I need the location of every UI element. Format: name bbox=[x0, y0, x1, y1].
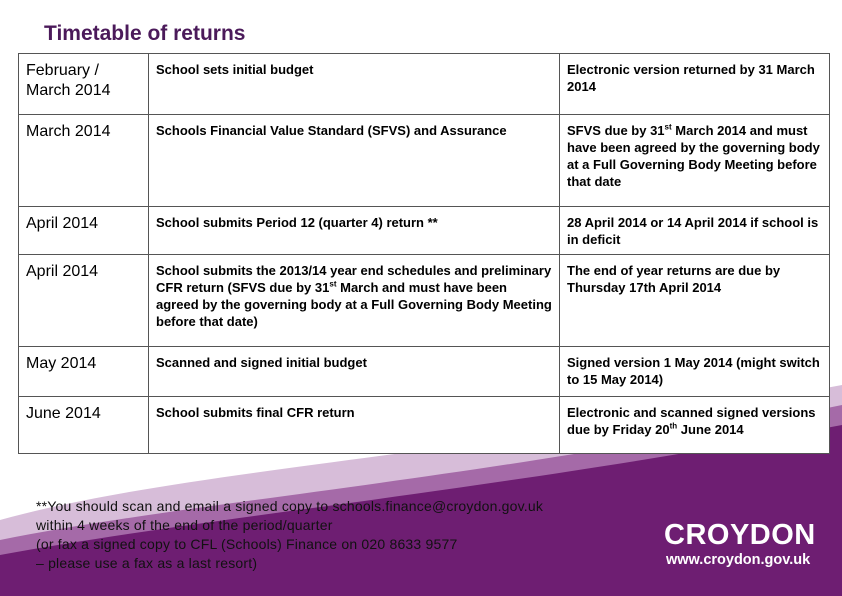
action-text: March and must have been agreed by the governing body at a Full Governing Body Meeting before that date) bbox=[156, 280, 552, 329]
footnote bbox=[36, 497, 543, 573]
date-cell: March 2014 bbox=[19, 115, 149, 207]
footnote-line: **You should scan and email a signed copy to schools.finance@croydon.gov.uk bbox=[36, 498, 544, 514]
deadline-text: SFVS due by 31 bbox=[567, 123, 665, 138]
table-row bbox=[19, 207, 830, 255]
deadline-text: Electronic and scanned signed versions due by Friday 20 bbox=[567, 405, 816, 437]
date-cell: May 2014 bbox=[19, 347, 149, 397]
action-cell: School submits final CFR return bbox=[149, 397, 560, 454]
ordinal-suffix: st bbox=[664, 122, 672, 132]
deadline-cell: Signed version 1 May 2014 (might switch to 15 May 2014) bbox=[560, 347, 830, 397]
deadline-cell: The end of year returns are due by Thursday 17th April 2014 bbox=[560, 255, 830, 347]
date-cell: June 2014 bbox=[19, 397, 149, 454]
date-cell: April 2014 bbox=[19, 255, 149, 347]
croydon-logo bbox=[664, 520, 816, 570]
deadline-text: June 2014 bbox=[677, 422, 744, 437]
brand-name: CROYDON bbox=[664, 519, 816, 551]
footnote-line: – please use a fax as a last resort) bbox=[36, 555, 258, 571]
timetable bbox=[18, 53, 830, 454]
table-row bbox=[19, 115, 830, 207]
table-row bbox=[19, 255, 830, 347]
table-row bbox=[19, 54, 830, 115]
footnote-line: within 4 weeks of the end of the period/quarter bbox=[36, 517, 333, 533]
deadline-text: March 2014 and must have been agreed by the governing body at a Full Governing Body Meeting before that date bbox=[567, 123, 820, 189]
action-cell: School submits Period 12 (quarter 4) return ** bbox=[149, 207, 560, 255]
date-cell: February / March 2014 bbox=[19, 54, 149, 115]
action-cell: School sets initial budget bbox=[149, 54, 560, 115]
deadline-cell bbox=[560, 397, 830, 454]
deadline-cell bbox=[560, 115, 830, 207]
ordinal-suffix: th bbox=[669, 421, 678, 431]
table-row bbox=[19, 347, 830, 397]
table-row bbox=[19, 397, 830, 454]
action-cell bbox=[149, 255, 560, 347]
action-text: School submits the 2013/14 year end schedules and preliminary CFR return (SFVS due by 31 bbox=[156, 263, 552, 295]
deadline-cell: 28 April 2014 or 14 April 2014 if school is in deficit bbox=[560, 207, 830, 255]
date-cell: April 2014 bbox=[19, 207, 149, 255]
ordinal-suffix: st bbox=[329, 279, 337, 289]
brand-url: www.croydon.gov.uk bbox=[666, 552, 811, 568]
action-cell: Schools Financial Value Standard (SFVS) and Assurance bbox=[149, 115, 560, 207]
page-title: Timetable of returns bbox=[44, 22, 246, 45]
action-cell: Scanned and signed initial budget bbox=[149, 347, 560, 397]
deadline-cell: Electronic version returned by 31 March 2014 bbox=[560, 54, 830, 115]
footnote-line: (or fax a signed copy to CFL (Schools) Finance on 020 8633 9577 bbox=[36, 536, 458, 552]
